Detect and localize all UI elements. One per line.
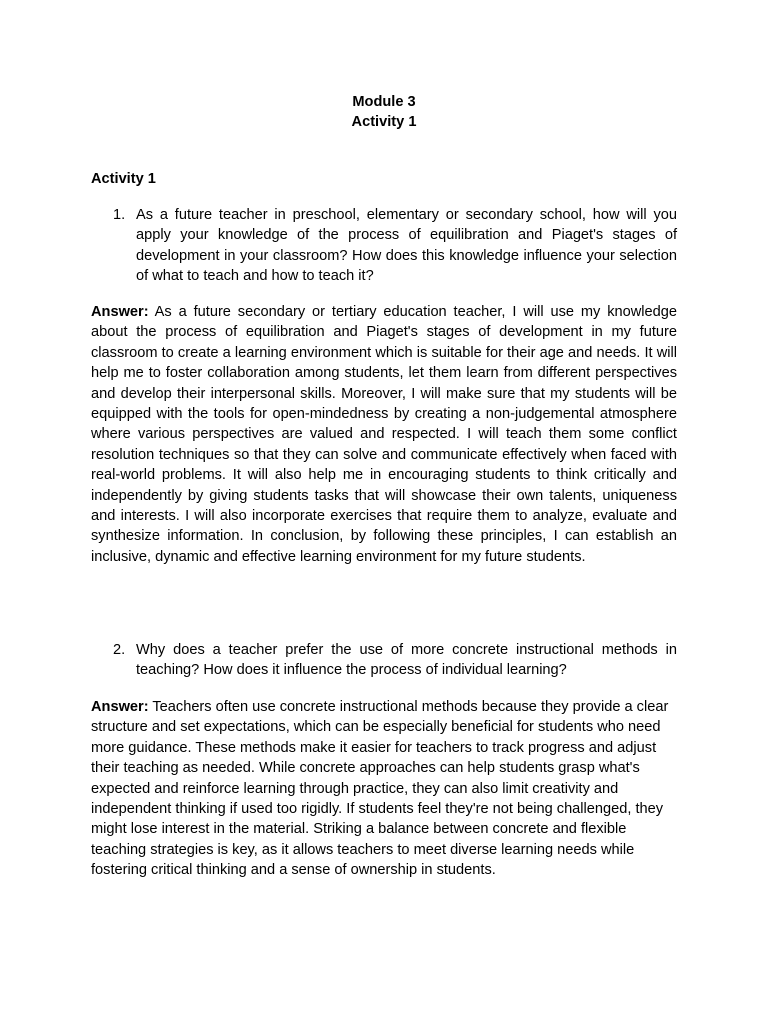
answer-text: As a future secondary or tertiary education teacher, I will use my knowledge about the process of equilibration and Piaget's stages of development in my future classroom to create a learning environment which is suitable for their age and needs. It will help me to foster collaboration among students, let them learn from different perspectives and develop their interpersonal skills. Moreover, I will make sure that my students will be equipped with the tools for open-mindedness by creating a non-judgemental atmosphere where various perspectives are valued and respected. I will teach them some conflict resolution techniques so that they can solve and communicate effectively when faced with real-world problems. It will also help me in encouraging students to think critically and independently by giving students tasks that will showcase their own talents, uniqueness and interests. I will also incorporate exercises that require them to analyze, evaluate and synthesize information. In conclusion, by following these principles, I can establish an inclusive, dynamic and effective learning environment for my future students.: [91, 304, 678, 565]
answer-label: Answer:: [91, 699, 149, 715]
question-1: [113, 205, 677, 287]
question-number: 1.: [113, 207, 126, 223]
question-number: 2.: [113, 642, 126, 658]
answer-2: [91, 697, 677, 881]
question-2: [113, 640, 677, 681]
answer-label: Answer:: [91, 304, 149, 320]
answer-text: Teachers often use concrete instructional methods because they provide a clear structure and set expectations, which can be especially beneficial for students who need more guidance. These methods make it easier for teachers to track progress and adjust their teaching as needed. While concrete approaches can help students grasp what's expected and reinforce learning through practice, they can also limit creativity and independent thinking if used too rigidly. If students feel they're not being challenged, they might lose interest in the material. Striking a balance between concrete and flexible teaching strategies is key, as it allows teachers to meet diverse learning needs while fostering critical thinking and a sense of ownership in students.: [91, 699, 669, 879]
module-title: Module 3: [352, 94, 416, 110]
activity-title: Activity 1: [351, 114, 417, 130]
question-text: Why does a teacher prefer the use of more concrete instructional methods in teaching? How does it influence the process of individual learning?: [136, 642, 677, 679]
question-text: As a future teacher in preschool, elementary or secondary school, how will you apply your knowledge of the process of equilibration and Piaget's stages of development in your classroom? How does this knowledge influence your selection of what to teach and how to teach it?: [136, 207, 677, 285]
answer-1: [91, 302, 677, 567]
section-heading: Activity 1: [91, 171, 156, 187]
